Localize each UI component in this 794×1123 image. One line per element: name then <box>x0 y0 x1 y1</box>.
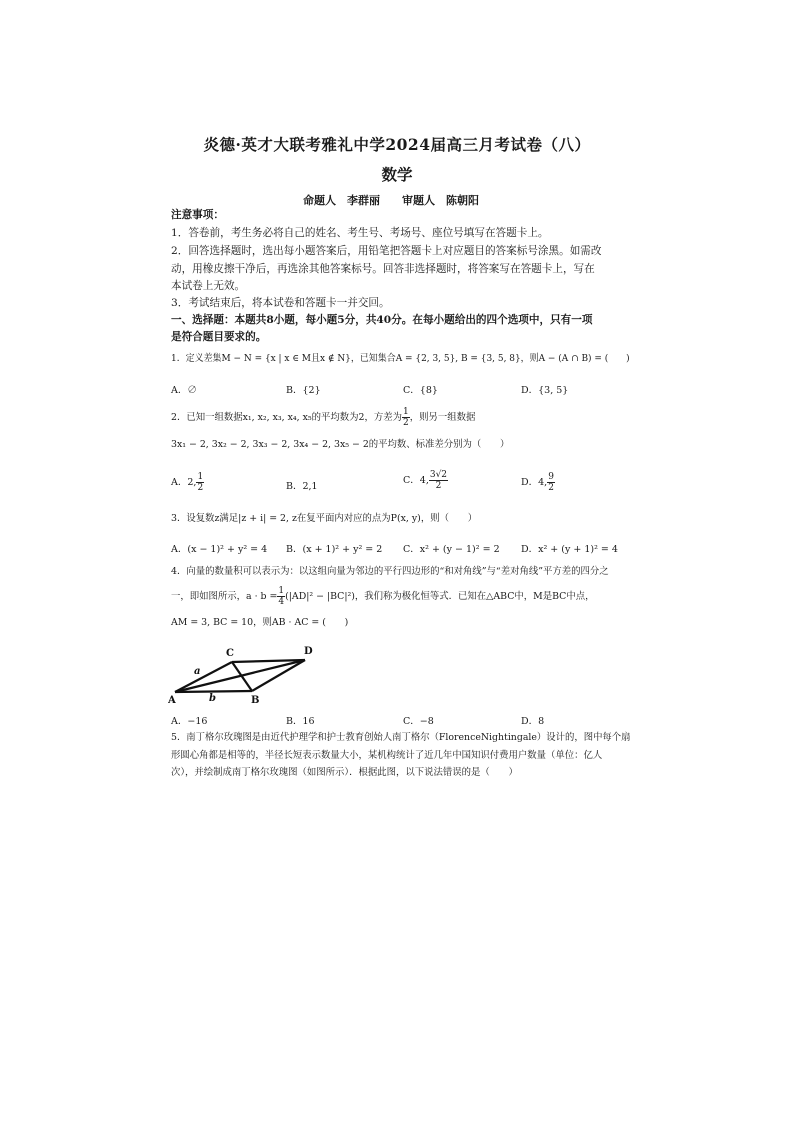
question-1-stem: 1．定义差集M − N = {x | x ∈ M且x ∉ N}，已知集合A = {2, 3, 5}, B = {3, 5, 8}，则A − (A ∩ B) = ( ) <box>171 353 630 364</box>
parallelogram-figure <box>168 640 328 706</box>
question-2-stem-line-2: 3x₁ − 2, 3x₂ − 2, 3x₃ − 2, 3x₄ − 2, 3x₅ − 2的平均数、标准差分别为（ ） <box>171 439 510 450</box>
question-1-option-c: C．{8} <box>403 385 438 396</box>
question-2-option-d <box>521 472 555 493</box>
question-3-stem: 3．设复数z满足|z + i| = 2, z在复平面内对应的点为P(x, y)，则（ ） <box>171 513 478 524</box>
label-c: C <box>226 648 234 659</box>
question-3-option-d: D．x² + (y + 1)² = 4 <box>521 544 618 555</box>
notice-item-1: 1．答卷前，考生务必将自己的姓名、考生号、考场号、座位号填写在答题卡上。 <box>171 227 549 239</box>
question-3-option-b: B．(x + 1)² + y² = 2 <box>286 544 383 555</box>
question-3-option-a: A．(x − 1)² + y² = 4 <box>171 544 268 555</box>
exam-title: 炎德·英才大联考雅礼中学2024届高三月考试卷（八） <box>203 135 591 154</box>
question-3-option-c: C．x² + (y − 1)² = 2 <box>403 544 500 555</box>
option-a-denominator: 2 <box>197 483 204 493</box>
question-1-option-b: B．{2} <box>286 385 321 396</box>
question-4-line-2b: (|AD|² − |BC|²)，我们称为极化恒等式．已知在△ABC中，M是BC中点， <box>285 591 595 602</box>
option-a-numerator: 1 <box>197 472 204 482</box>
quarter-denominator: 4 <box>278 597 285 607</box>
variance-numerator: 1 <box>403 407 409 417</box>
question-2-option-c <box>403 470 448 491</box>
option-c-prefix: C．4, <box>403 475 429 486</box>
notice-item-2-line-1: 2．回答选择题时，选出每小题答案后，用铅笔把答题卡上对应题目的答案标号涂黑。如需改 <box>171 245 602 257</box>
question-4-line-2 <box>171 586 594 607</box>
option-c-numerator: 3√2 <box>429 470 448 480</box>
option-a-fraction <box>196 472 204 493</box>
section-1-line-2: 是符合题目要求的。 <box>171 331 267 343</box>
question-5-line-1: 5．南丁格尔玫瑰图是由近代护理学和护士教育创始人南丁格尔（FlorenceNightingale）设计的，图中每个扇 <box>171 732 631 743</box>
option-d-numerator: 9 <box>548 472 554 482</box>
notice-item-3: 3．考试结束后，将本试卷和答题卡一并交回。 <box>171 297 390 309</box>
question-4-option-c: C．−8 <box>403 716 434 727</box>
variance-denominator: 2 <box>403 418 409 428</box>
section-1-line-1: 一、选择题：本题共8小题，每小题5分，共40分。在每小题给出的四个选项中，只有一项 <box>171 314 593 326</box>
option-d-denominator: 2 <box>548 483 554 493</box>
label-a: A <box>168 695 176 706</box>
question-4-line-1: 4．向量的数量积可以表示为：以这组向量为邻边的平行四边形的“和对角线”与“差对角线”平方差的四分之 <box>171 566 609 577</box>
label-b-vector: b <box>209 693 216 704</box>
question-4-option-a: A．−16 <box>171 716 208 727</box>
question-1-option-d: D．{3, 5} <box>521 385 569 396</box>
question-4-line-3: AM = 3, BC = 10，则AB · AC = ( ) <box>171 617 349 628</box>
question-2-stem-b: ，则另一组数据 <box>409 412 476 423</box>
quarter-fraction <box>277 586 285 607</box>
label-a-vector: a <box>194 666 201 677</box>
option-d-fraction <box>547 472 555 493</box>
question-2-option-b: B．2,1 <box>286 481 318 492</box>
quarter-numerator: 1 <box>278 586 285 596</box>
question-4-option-b: B．16 <box>286 716 315 727</box>
question-2-option-a <box>171 472 204 493</box>
option-d-prefix: D．4, <box>521 477 548 488</box>
side-ab <box>175 691 252 692</box>
subject-title: 数学 <box>381 165 413 184</box>
question-1-option-a: A．∅ <box>171 385 197 396</box>
question-2-stem-a: 2．已知一组数据x₁, x₂, x₃, x₄, x₅的平均数为2，方差为 <box>171 412 402 423</box>
label-b: B <box>251 695 260 706</box>
author-line: 命题人 李群丽 审题人 陈朝阳 <box>303 194 479 207</box>
variance-fraction <box>402 407 410 428</box>
option-c-fraction <box>429 470 448 491</box>
side-ac <box>175 662 232 692</box>
notice-heading: 注意事项： <box>171 209 224 221</box>
side-bd <box>252 660 305 691</box>
option-c-denominator: 2 <box>435 481 442 491</box>
question-5-line-3: 次），并绘制成南丁格尔玫瑰图（如图所示）．根据此图，以下说法错误的是（ ） <box>171 767 518 778</box>
question-4-line-2a: 一，即如图所示，a · b = <box>171 591 278 602</box>
option-a-prefix: A．2, <box>171 477 197 488</box>
label-d: D <box>304 646 313 657</box>
notice-item-2-line-2: 动，用橡皮擦干净后，再选涂其他答案标号。回答非选择题时，将答案写在答题卡上，写在 <box>171 263 595 275</box>
notice-item-2-line-3: 本试卷上无效。 <box>171 280 246 292</box>
question-5-line-2: 形圆心角都是相等的，半径长短表示数量大小，某机构统计了近几年中国知识付费用户数量（单位：亿人 <box>171 750 603 761</box>
question-4-option-d: D．8 <box>521 716 545 727</box>
question-2-stem <box>171 407 475 428</box>
